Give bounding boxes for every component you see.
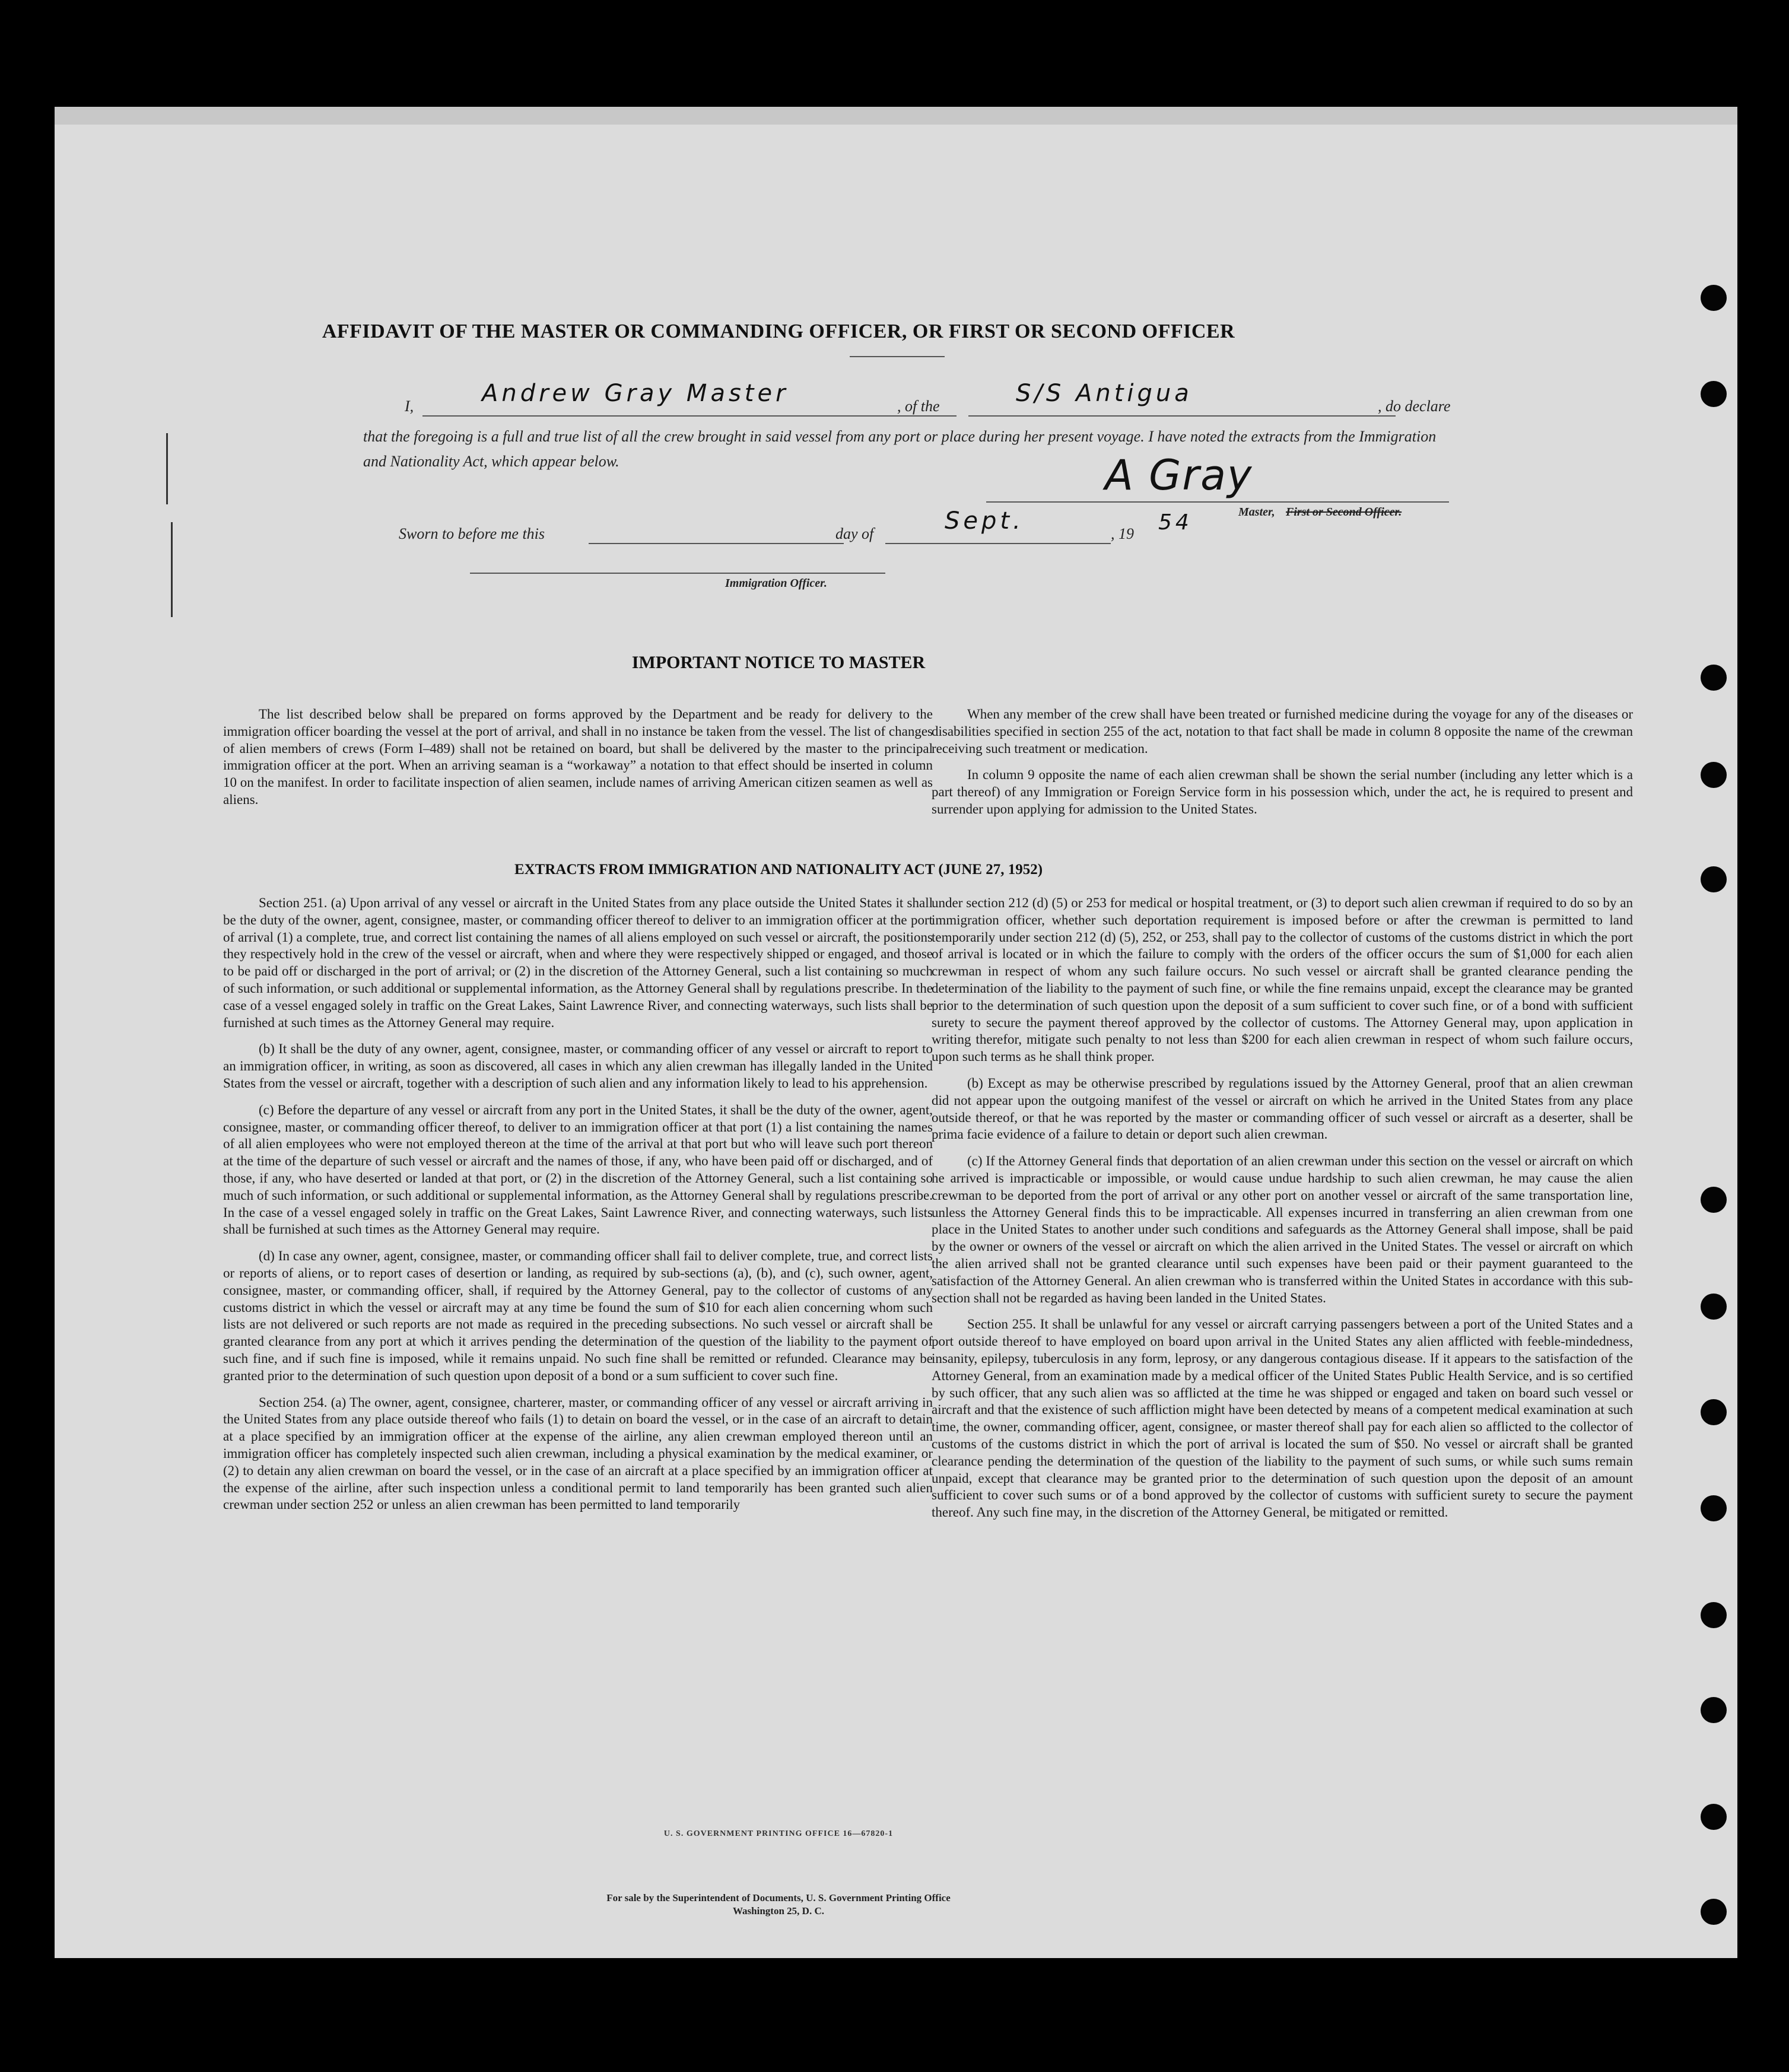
extract-section-254a-continued: under section 212 (d) (5) or 253 for medical or hospital treatment, or (3) to deport such alien crewman if required to do so by an immigration officer, whether such deportation requirement is imposed before or after the crewman is permitted to land temporarily under section 212 (d) (5), 252, or 253, shall pay to the collector of customs of the customs district in which the port of arrival is located or in which the failure to comply with the orders of the officer occurs the sum of $1,000 for each alien crewman in respect of whom any such failure occurs. No such vessel or aircraft shall be granted clearance pending the determination of the liability to the payment of such fine, or while the fine remains unpaid, except the clearance may be granted prior to the determination of such question upon the deposit of a sum sufficient to cover such fine, or of a bond with sufficient surety to secure the payment thereof approved by the collector of customs. The Attorney General may, upon application in writing therefor, mitigate such penalty to not less than $200 for each alien crewman in respect of whom such failure occurs, upon such terms as he shall think proper. [932, 895, 1633, 1064]
title-underline [850, 356, 945, 357]
year-prefix: , 19 [1111, 525, 1134, 542]
extract-section-251a: Section 251. (a) Upon arrival of any vessel or aircraft in the United States from any place outside the United States it shall be the duty of the owner, agent, consignee, master, or commanding officer thereof to deliver to an immigration officer at the port of arrival (1) a complete, true, and correct list containing the names of all aliens employed on such vessel or aircraft, the positions they respectively hold in the crew of the vessel or aircraft, when and where they were respectively shipped or engaged, and those to be paid off or discharged in the port of arrival; or (2) in the discretion of the Attorney General, such a list containing so much of such information, or such additional or supplemental information, as the Attorney General shall by regulations prescribe. In the case of a vessel engaged solely in traffic on the Great Lakes, Saint Lawrence River, and connecting waterways, such lists shall be furnished at such times as the Attorney General may require. [223, 895, 933, 1030]
notice-right-paragraph-1: When any member of the crew shall have been treated or furnished medicine during the voyage for any of the diseases or disabilities specified in section 255 of the act, notation to that fact shall be made in column 8 opposite the name of the crewman receiving such treatment or medication. [932, 707, 1633, 756]
notice-title: IMPORTANT NOTICE TO MASTER [631, 653, 926, 672]
pencil-mark [171, 522, 173, 617]
punch-hole [1701, 665, 1727, 691]
gpo-imprint: U. S. GOVERNMENT PRINTING OFFICE 16—67820-1 [663, 1829, 894, 1838]
extract-section-254a: Section 254. (a) The owner, agent, consignee, charterer, master, or commanding officer of any vessel or aircraft arriving in the United States from any place outside thereof who fails (1) to detain on board the vessel, or in the case of an aircraft to detain at a place specified by an immigration officer at the expense of the airline, any alien crewman employed thereon until an immigration officer has completely inspected such alien crewman, including a physical examination by the medical examiner, or (2) to detain any alien crewman on board the vessel, or in the case of an aircraft at a place specified by an immigration officer at the expense of the airline, after such inspection unless a conditional permit to land temporarily has been granted such alien crewman under section 252 or unless an alien crewman has been permitted to land temporarily [223, 1394, 933, 1512]
extracts-left-column [223, 895, 933, 1514]
affidavit-title: AFFIDAVIT OF THE MASTER OR COMMANDING OFFICER, OR FIRST OR SECOND OFFICER [322, 320, 1235, 342]
name-line [422, 415, 957, 417]
i-label: I, [405, 398, 414, 415]
punch-hole [1701, 1602, 1727, 1628]
notice-left-paragraph: The list described below shall be prepared on forms approved by the Department and be ready for delivery to the immigration officer boarding the vessel at the port of arrival, and shall in no instance be taken from the vessel. The list of changes of alien members of crews (Form I–489) shall not be retained on board, but shall be delivered by the master to the principal immigration officer at the port. When an arriving seaman is a “workaway” a notation to that effect should be inserted in column 10 on the manifest. In order to facilitate inspection of alien seamen, include names of arriving American citizen seamen as well as aliens. [223, 707, 933, 807]
extract-section-251b: (b) It shall be the duty of any owner, agent, consignee, master, or commanding officer of any vessel or aircraft to report to an immigration officer, in writing, as soon as discovered, all cases in which any alien crewman has illegally landed in the United States from the vessel or aircraft, together with a description of such alien and any information likely to lead to his apprehension. [223, 1041, 933, 1091]
extract-section-254b: (b) Except as may be otherwise prescribed by regulations issued by the Attorney General, proof that an alien crewman did not appear upon the outgoing manifest of the vessel or aircraft on which he arrived in the United States from any place outside thereof, or that he was reported by the master or commanding officer of such vessel or aircraft as a deserter, shall be prima facie evidence of a failure to detain or deport such alien crewman. [932, 1075, 1633, 1142]
notice-left-column [223, 706, 933, 809]
do-declare-label: , do declare [1378, 398, 1451, 415]
punch-hole [1701, 1399, 1727, 1425]
extract-section-254c: (c) If the Attorney General finds that deportation of an alien crewman under this section on the vessel or aircraft on which he arrived is impracticable or impossible, or would cause undue hardship to such alien crewman, he may cause the alien crewman to be deported from the port of arrival or any other port on another vessel or aircraft of the same transportation line, unless the Attorney General finds this to be impracticable. All expenses incurred in transferring an alien crewman from one place in the United States to another under such conditions and safeguards as the Attorney General shall impose, shall be paid by the owner or owners of the vessel or aircraft on which the alien arrived in the United States. The vessel or aircraft on which the alien arrived shall not be granted clearance until such expenses have been paid or their payment guaranteed to the satisfaction of the Attorney General. An alien crewman who is transferred within the United States in accordance with this sub-section shall not be regarded as having been landed in the United States. [932, 1153, 1633, 1305]
month-line [885, 543, 1111, 544]
sworn-label: Sworn to before me this [399, 525, 545, 542]
of-the-label: , of the [897, 398, 940, 415]
year-handwritten: 54 [1158, 510, 1193, 535]
punch-hole [1701, 1495, 1727, 1521]
vessel-line [968, 415, 1396, 417]
day-of-label: day of [835, 525, 874, 542]
immigration-officer-line [470, 573, 885, 574]
extract-section-251d: (d) In case any owner, agent, consignee, master, or commanding officer shall fail to deliver complete, true, and correct lists or reports of aliens, or to report cases of desertion or landing, as required by sub-sections (a), (b), and (c), such owner, agent, consignee, master, or commanding officer, shall, if required by the Attorney General, pay to the collector of customs of any customs district in which the vessel or aircraft may at any time be found the sum of $10 for each alien concerning whom such lists are not delivered or such reports are not made as required in the preceding subsections. No such vessel or aircraft shall be granted clearance from any port at which it arrives pending the determination of the question of the liability to the payment of such fine, and if such fine is imposed, while it remains unpaid. No such fine shall be remitted or refunded. Clearance may be granted prior to the determination of such question upon deposit of a bond or a sum sufficient to cover such fine. [223, 1248, 933, 1383]
sale-line-2: Washington 25, D. C. [733, 1905, 824, 1917]
master-label: Master, [1238, 506, 1275, 519]
sale-notice [55, 1892, 1502, 1918]
punch-hole [1701, 1187, 1727, 1213]
punch-hole [1701, 1899, 1727, 1925]
extract-section-251c: (c) Before the departure of any vessel or aircraft from any port in the United States, it shall be the duty of the owner, agent, consignee, master, or commanding officer thereof, to deliver to an immigration officer at that port (1) a list containing the names of all alien employees who were not employed thereon at the time of the arrival at that port but who will leave such port thereon at the time of the departure of such vessel or aircraft and the names of those, if any, who have been paid off or discharged, and of those, if any, who have deserted or landed at that port, or (2) in the discretion of the Attorney General, such a list containing so much of such information, or such additional or supplemental information, as the Attorney General shall by regulations prescribe. In the case of a vessel engaged solely in traffic on the Great Lakes, Saint Lawrence River, and connecting waterways, such lists shall be furnished at such times as the Attorney General may require. [223, 1102, 933, 1237]
punch-hole [1701, 1294, 1727, 1320]
extracts-right-column [932, 895, 1633, 1521]
master-name-handwritten: Andrew Gray Master [482, 380, 789, 407]
punch-hole [1701, 1804, 1727, 1830]
notice-right-paragraph-2: In column 9 opposite the name of each alien crewman shall be shown the serial number (including any letter which is a part thereof) of any Immigration or Foreign Service form in his possession which, under the act, he is required to present and surrender upon applying for admission to the United States. [932, 767, 1633, 816]
vessel-name-handwritten: S/S Antigua [1016, 380, 1193, 407]
page-top-edge [55, 107, 1737, 125]
master-signature: A Gray [1105, 451, 1253, 500]
signature-line [986, 501, 1449, 503]
notice-right-column [932, 706, 1633, 818]
sale-line-1: For sale by the Superintendent of Documents, U. S. Government Printing Office [606, 1892, 951, 1903]
punch-hole [1701, 866, 1727, 892]
immigration-officer-label: Immigration Officer. [725, 577, 827, 590]
punch-hole [1701, 285, 1727, 311]
first-second-officer-struck: First or Second Officer. [1286, 506, 1402, 519]
month-handwritten: Sept. [945, 507, 1024, 535]
extracts-title: EXTRACTS FROM IMMIGRATION AND NATIONALITY ACT (JUNE 27, 1952) [514, 862, 1043, 878]
pencil-mark [166, 433, 168, 504]
extract-section-255: Section 255. It shall be unlawful for any vessel or aircraft carrying passengers between a port of the United States and a port outside thereof to have employed on board upon arrival in the United States any alien afflicted with feeble-mindedness, insanity, epilepsy, tuberculosis in any form, leprosy, or any dangerous contagious disease. If it appears to the satisfaction of the Attorney General, from an examination made by a medical officer of the United States Public Health Service, and is so certified by such officer, that any such alien was so afflicted at the time he was shipped or engaged and taken on board such vessel or aircraft and that the existence of such affliction might have been detected by means of a competent medical examination at such time, the owner, commanding officer, agent, consignee, or master thereof shall pay for each alien so afflicted to the collector of customs of the customs district in which the port of arrival is located the sum of $50. No vessel or aircraft shall be granted clearance pending the determination of the question of the liability to the payment of such sums, or while such sums remain unpaid, except that clearance may be granted prior to the determination of such question upon the deposit of an amount sufficient to cover such sums or of a bond approved by the collector of customs with sufficient surety to secure the payment thereof. Any such fine may, in the discretion of the Attorney General, be mitigated or remitted. [932, 1317, 1633, 1520]
punch-hole [1701, 762, 1727, 788]
punch-hole [1701, 381, 1727, 407]
sworn-day-line [589, 543, 844, 544]
declaration-text: that the foregoing is a full and true list of all the crew brought in said vessel from any port or place during her present voyage. I have noted the extracts from the Immigration and Nationality Act, which appear below. [363, 428, 1437, 470]
document-page [55, 107, 1737, 1958]
punch-hole [1701, 1697, 1727, 1723]
